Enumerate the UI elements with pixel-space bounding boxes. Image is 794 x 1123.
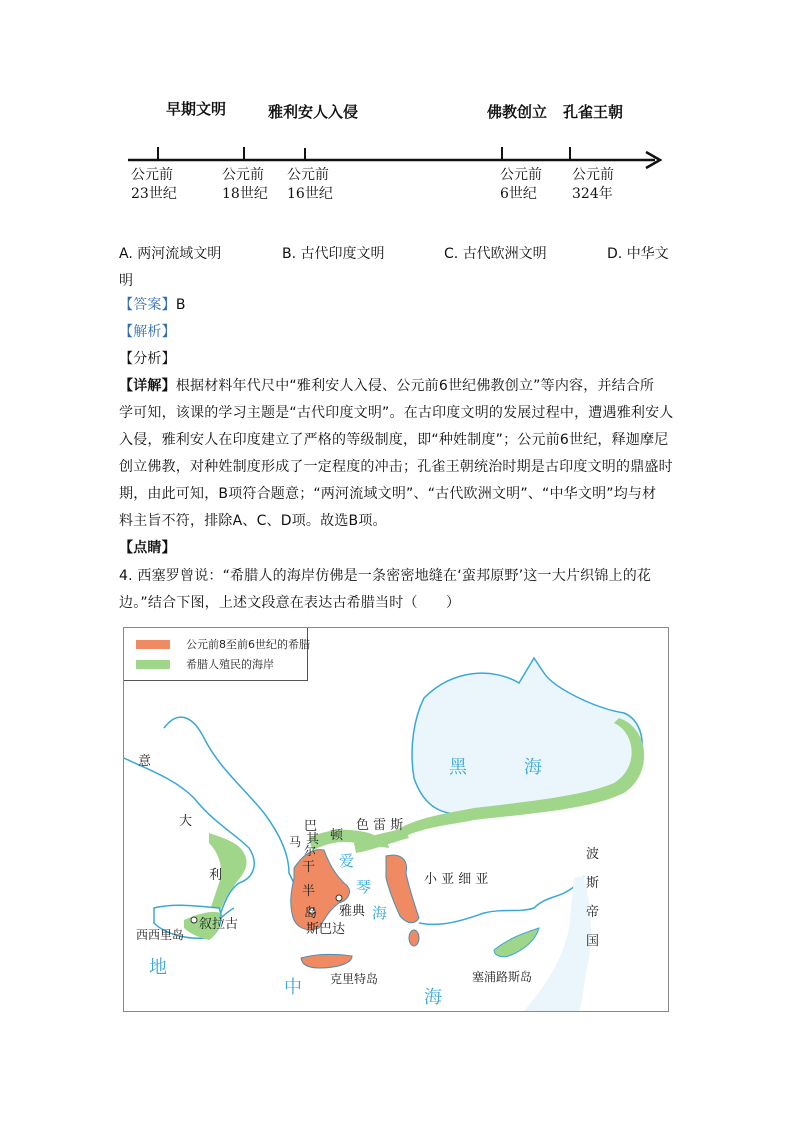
timeline-tick-label-2: 公元前 16世纪 (287, 167, 333, 202)
timeline-tick-label-1: 公元前 18世纪 (222, 167, 268, 202)
detail-line-3: 创立佛教，对种姓制度形成了一定程度的冲击；孔雀王朝统治时期是古印度文明的鼎盛时 (119, 459, 673, 475)
label-peninsula-1: 干 (302, 860, 316, 875)
label-persia-4: 国 (586, 934, 600, 949)
question-4-line-0: 4. 西塞罗曾说：“希腊人的海岸仿佛是一条密密地缝在‘蛮邦原野’这一大片织锦上的花 (119, 568, 652, 584)
label-balkan-qi: 其 (306, 832, 320, 847)
option-a: A. 两河流域文明 (119, 246, 222, 262)
label-thrace: 色 雷 斯 (356, 818, 404, 833)
timeline-event-early: 早期文明 (166, 100, 227, 118)
label-italy-1: 意 (138, 754, 152, 769)
label-peninsula-3: 岛 (304, 906, 318, 921)
crete (301, 954, 352, 968)
answer-line (119, 292, 186, 319)
cyprus (494, 928, 539, 957)
detail-line-4: 期，由此可知，B项符合题意；“两河流域文明”、“古代欧洲文明”、“中华文明”均与材 (119, 486, 657, 502)
label-persia-1: 波 (586, 847, 600, 862)
label-persia-2: 斯 (586, 876, 600, 891)
label-sparta: 斯巴达 (306, 922, 346, 937)
detail-line-0: 【详解】根据材料年代尺中“雅利安人入侵、公元前6世纪佛教创立”等内容，并结合所 (119, 378, 655, 394)
option-d-wrap: 明 (119, 273, 133, 289)
timeline-event-buddhism: 佛教创立 (487, 103, 548, 121)
dianjing-label: 【点睛】 (119, 540, 176, 556)
label-syracuse: 叙拉古 (199, 917, 239, 932)
detail-line-5: 料主旨不符，排除A、C、D项。故选B项。 (119, 513, 387, 529)
detail-line-1: 学可知，该课的学习主题是“古代印度文明”。在古印度文明的发展过程中，遭遇雅利安人 (119, 405, 674, 421)
timeline-event-maurya: 孔雀王朝 (563, 103, 624, 121)
label-italy-3: 利 (209, 868, 223, 883)
label-balkan-ba: 巴 (304, 819, 318, 834)
label-black-sea-1: 黑 (449, 757, 467, 778)
label-med-1: 地 (149, 957, 167, 978)
legend-swatch-colony (136, 660, 170, 669)
label-peninsula-2: 半 (302, 884, 316, 899)
rhodes (409, 930, 419, 946)
label-macedonia-dun: 顿 (330, 828, 344, 843)
label-aegean-1: 爱 (339, 852, 355, 870)
answer-value: B (175, 297, 186, 313)
analysis-label: 【解析】 (119, 324, 176, 340)
greece-colonies-map (123, 627, 669, 1012)
question-4-line-1: 边。”结合下图，上述文段意在表达古希腊当时（ ） (119, 595, 461, 611)
label-persia-3: 帝 (586, 905, 600, 920)
ionia (386, 855, 419, 923)
syracuse-dot (191, 917, 197, 923)
label-med-3: 海 (424, 987, 442, 1008)
timeline-event-aryan: 雅利安人入侵 (268, 103, 359, 121)
label-balkan-er: 尔 (304, 844, 317, 858)
label-aegean-3: 海 (372, 904, 388, 922)
legend-swatch-greece (136, 640, 170, 649)
label-macedonia-ma: 马 (289, 835, 302, 849)
timeline-tick-label-3: 公元前 6世纪 (500, 167, 542, 202)
option-c: C. 古代欧洲文明 (444, 246, 547, 262)
label-sicily: 西西里岛 (136, 928, 185, 942)
detail-line-2: 入侵，雅利安人在印度建立了严格的等级制度，即“种姓制度”；公元前6世纪，释迦摩尼 (119, 432, 669, 448)
label-asia-minor: 小 亚 细 亚 (424, 872, 489, 887)
option-b: B. 古代印度文明 (282, 246, 385, 262)
label-crete: 克里特岛 (330, 972, 379, 986)
label-italy-2: 大 (179, 814, 193, 829)
label-aegean-2: 琴 (356, 878, 372, 896)
label-athens: 雅典 (339, 904, 366, 919)
timeline-tick-label-4: 公元前 324年 (572, 167, 614, 202)
map-legend (124, 628, 308, 681)
label-cyprus: 塞浦路斯岛 (472, 970, 533, 984)
fenxi-label: 【分析】 (119, 351, 176, 367)
answer-label: 【答案】 (119, 297, 176, 313)
option-d: D. 中华文 (607, 246, 669, 262)
label-med-2: 中 (284, 977, 302, 998)
detail-label: 【详解】 (119, 378, 176, 394)
timeline-tick-label-0: 公元前 23世纪 (131, 167, 177, 202)
legend-label-greece: 公元前8至前6世纪的希腊 (186, 638, 310, 651)
legend-label-colony: 希腊人殖民的海岸 (186, 658, 274, 671)
label-black-sea-2: 海 (524, 757, 542, 778)
